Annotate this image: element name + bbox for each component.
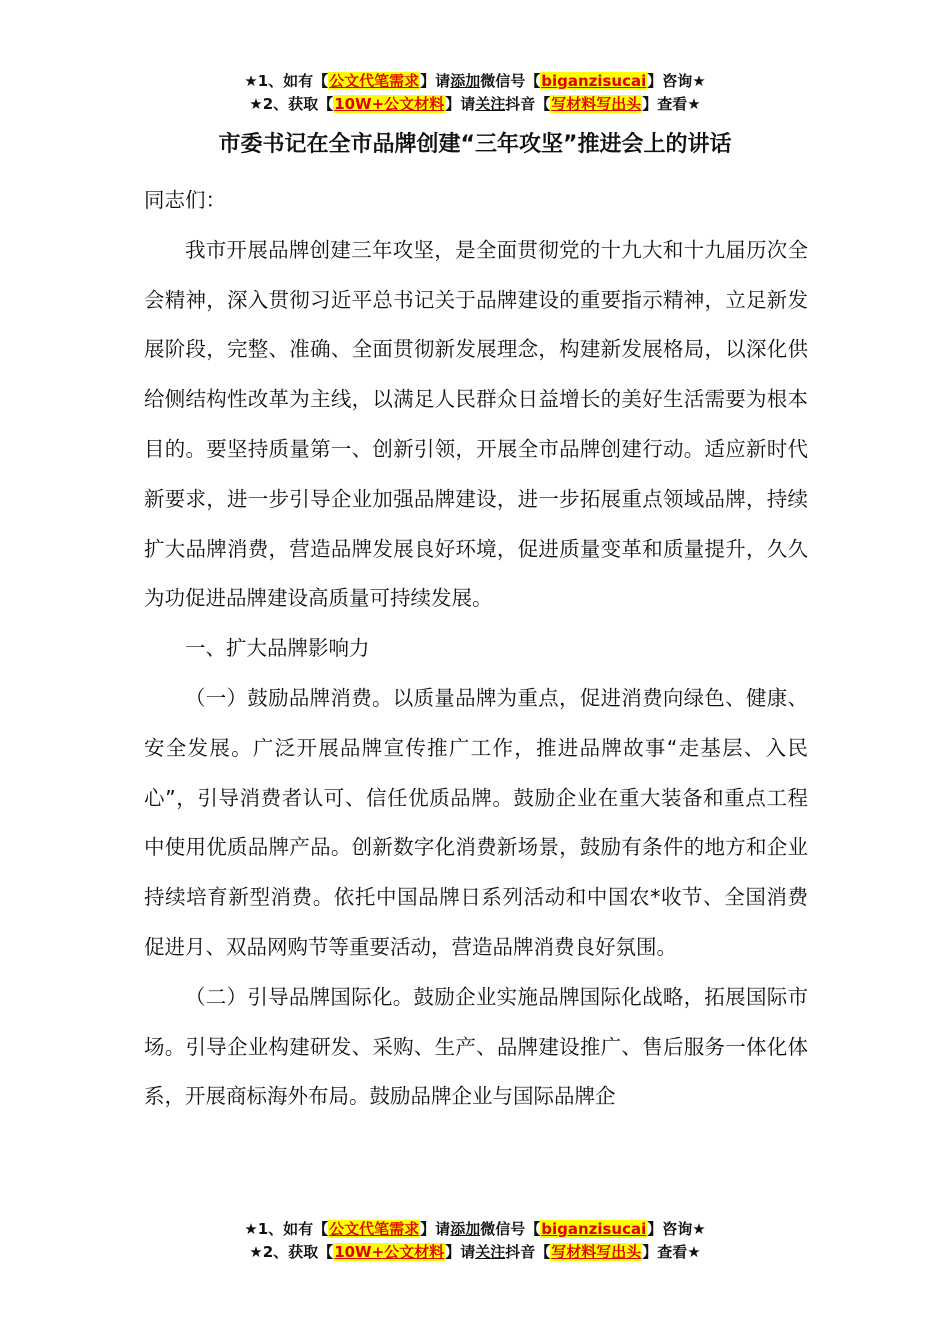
promo-line-2: ★2、获取【10W+公文材料】请关注抖音【写材料写出头】查看★ xyxy=(249,1243,701,1261)
promo-line-2: ★2、获取【10W+公文材料】请关注抖音【写材料写出头】查看★ xyxy=(249,95,701,113)
paragraph-intro: 我市开展品牌创建三年攻坚，是全面贯彻党的十九大和十九届历次全会精神，深入贯彻习近平总书记关于品牌建设的重要指示精神，立足新发展阶段，完整、准确、全面贯彻新发展理念，构建新发展格局，以深化供给侧结构性改革为主线，以满足人民群众日益增长的美好生活需要为根本目的。要坚持质量第一、创新引领，开展全市品牌创建行动。适应新时代新要求，进一步引导企业加强品牌建设，进一步拓展重点领域品牌，持续扩大品牌消费，营造品牌发展良好环境，促进质量变革和质量提升，久久为功促进品牌建设高质量可持续发展。 xyxy=(144,237,808,611)
promo-line-1: ★1、如有【公文代笔需求】请添加微信号【biganzisucai】咨询★ xyxy=(244,1220,706,1238)
highlight-wechat-id: biganzisucai xyxy=(541,72,647,90)
promo-line-1: ★1、如有【公文代笔需求】请添加微信号【biganzisucai】咨询★ xyxy=(244,72,706,90)
highlight-materials: 10W+公文材料 xyxy=(334,95,445,113)
highlight-wechat-id: biganzisucai xyxy=(541,1220,647,1238)
highlight-materials: 10W+公文材料 xyxy=(334,1243,445,1261)
paragraph-subsection-2: （二）引导品牌国际化。鼓励企业实施品牌国际化战略，拓展国际市场。引导企业构建研发、采购、生产、品牌建设推广、售后服务一体化体系，开展商标海外布局。鼓励品牌企业与国际品牌企 xyxy=(144,984,808,1109)
section-heading-1: 一、扩大品牌影响力 xyxy=(185,636,370,661)
salutation: 同志们： xyxy=(144,188,226,212)
document-body xyxy=(144,176,808,1122)
promo-banner-top xyxy=(0,70,950,116)
promo-banner-bottom xyxy=(0,1218,950,1264)
highlight-douyin-account: 写材料写出头 xyxy=(551,1243,642,1261)
highlight-ghostwriting: 公文代笔需求 xyxy=(329,1220,420,1238)
document-title: 市委书记在全市品牌创建“三年攻坚”推进会上的讲话 xyxy=(218,132,732,157)
highlight-douyin-account: 写材料写出头 xyxy=(551,95,642,113)
paragraph-subsection-1: （一）鼓励品牌消费。以质量品牌为重点，促进消费向绿色、健康、安全发展。广泛开展品牌宣传推广工作，推进品牌故事“走基层、入民心”，引导消费者认可、信任优质品牌。鼓励企业在重大装备和重点工程中使用优质品牌产品。创新数字化消费新场景，鼓励有条件的地方和企业持续培育新型消费。依托中国品牌日系列活动和中国农*收节、全国消费促进月、双品网购节等重要活动，营造品牌消费良好氛围。 xyxy=(144,685,808,959)
highlight-ghostwriting: 公文代笔需求 xyxy=(329,72,420,90)
